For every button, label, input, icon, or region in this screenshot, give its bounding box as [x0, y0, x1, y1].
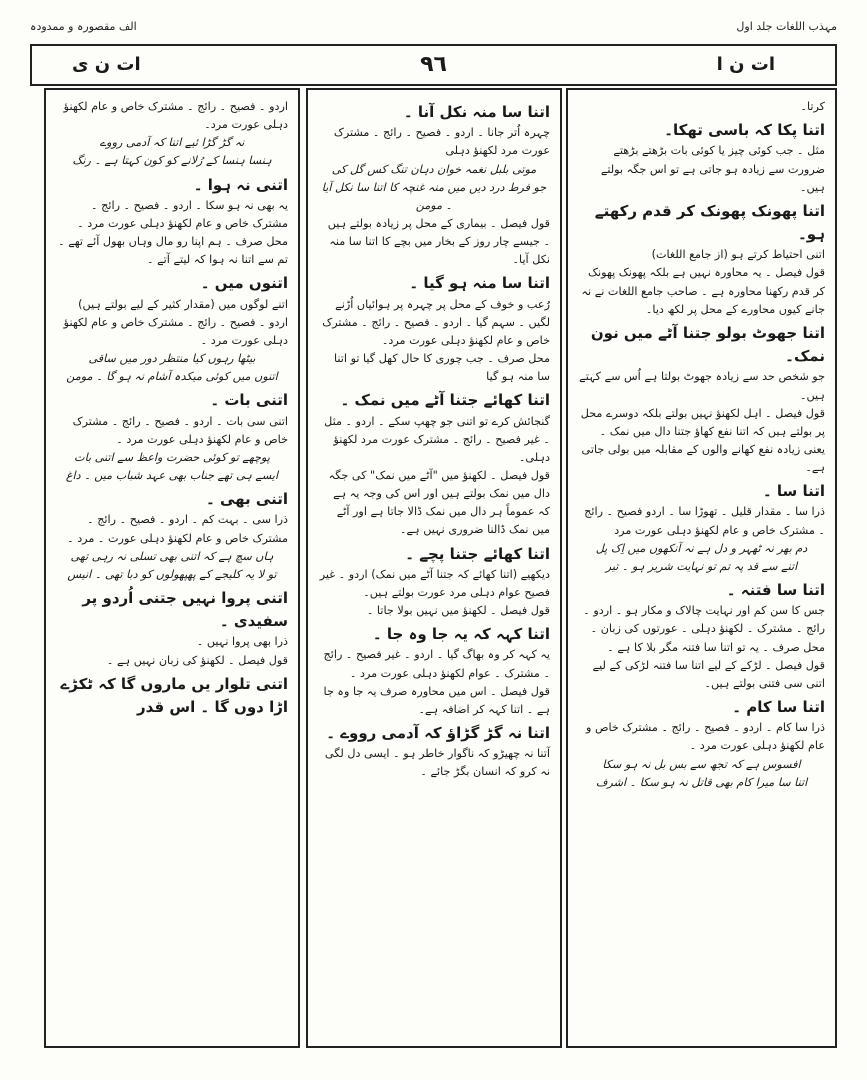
entry-text: گنجائش کرے تو اتنی جو چھپ سکے ۔ اردو ۔ مثل ۔ غیر فصیح ۔ رائج ۔ مشترک عورت مرد لکھنؤ دہلی۔ [324, 414, 550, 464]
entry-headword: اتنا کھائے جتنا آٹے میں نمک ۔ [340, 391, 550, 410]
entry-text: قول فیصل ۔ اس میں محاورہ صرف یہ جا وہ جا ہے ۔ اتنا کہہ کر اضافہ ہے۔ [323, 684, 550, 716]
entry-text: اتنی سی بات ۔ اردو ۔ فصیح ۔ رائج ۔ مشترک خاص و عام لکھنؤ دہلی عورت مرد ۔ [72, 414, 288, 446]
verse-line: دم بھر نہ ٹھہر و دل ہے نہ آنکھوں میں اِک پل [595, 541, 808, 555]
verse-line: تو لا یہ کلیجے کے پھپھولوں کو دبا تھی ۔ انیس [67, 567, 277, 581]
verse-line: پوچھے تو کوئی حضرت واعظ سے اتنی بات [74, 450, 270, 464]
entry-text: قول فیصل ۔ لکھنؤ میں "آٹے میں نمک" کی جگہ دال میں نمک بولتے ہیں اور اس کی وجہ یہ ہے کہ عموماً ہر دال میں نمک ڈالا جاتا ہے اور آٹے میں نمک ڈالنا ضروری نہیں ہے۔ [328, 469, 550, 537]
verse-line: ایسے ہی تھے جناب بھی عہد شباب میں ۔ داغ [65, 469, 279, 482]
entry-headword: اتنا کہہ کہ یہ جا وہ جا ۔ [372, 625, 550, 644]
entry-text: دیکھیے (اتنا کھائے کہ جتنا آٹے میں نمک) اردو ۔ غیر فصیح عوام دہلی مرد عورت بولتے ہیں۔ [319, 567, 550, 599]
entry-text: کرتا۔ [800, 100, 825, 113]
entry-headword: اتنی پروا نہیں جتنی اُردو پر سفیدی ۔ [82, 588, 288, 631]
entry-headword: اتنا سا فتنہ ۔ [726, 581, 825, 600]
entry-headword: اتنی بھی ۔ [205, 490, 288, 509]
entry-text: ذرا سا ۔ مقدار قلیل ۔ تھوڑا سا ۔ اردو فصیح ۔ رائج ۔ مشترک خاص و عام لکھنؤ دہلی عورت مرد [584, 505, 825, 537]
column-left [44, 88, 300, 1048]
entry-headword: اتنا سا منہ نکل آنا ۔ [403, 103, 550, 121]
entry-text: قول فیصل ۔ اہل لکھنؤ نہیں بولتے بلکہ دوسرے محل پر بولتے ہیں کہ اتنا نفع کھاؤ جتنا دال میں نمک ۔ یعنی زیادہ نفع کھانے والوں کے مقابلہ میں بولی جاتی ہے۔ [580, 406, 825, 475]
entry-text: جو شخص حد سے زیادہ جھوٹ بولتا ہے اُس سے کہتے ہیں۔ [579, 370, 825, 402]
entry-text: محل صرف ۔ جب چوری کا حال کھل گیا تو اتنا سا منہ ہو گیا [334, 352, 550, 384]
entry-text: یہ کہہ کر وہ بھاگ گیا ۔ اردو ۔ غیر فصیح ۔ رائج ۔ مشترک ۔ عوام لکھنؤ دہلی عورت مرد ۔ [323, 648, 550, 680]
entry-text: قول فیصل ۔ بیماری کے محل پر زیادہ بولتے ہیں ۔ جیسے چار روز کے بخار میں بچے کا اتنا سا منہ نکل آیا۔ [327, 216, 550, 267]
entry-text: مثل ۔ جب کوئی چیز یا کوئی بات بڑھتے بڑھتے ضرورت سے زیادہ ہو جاتی ہے تو اس جگہ بولتے ہیں۔ [600, 144, 825, 194]
entry-headword: اتنا نہ گڑ گڑاؤ کہ آدمی رووے ۔ [326, 724, 550, 743]
running-head-book-title: مہذب اللغات جلد اول [736, 20, 837, 33]
entry-text: قول فیصل ۔ یہ محاورہ نہیں ہے بلکہ پھونک پھونک کر قدم رکھنا محاورہ ہے ۔ صاحب جامع اللغات نے نہ جانے کیوں محاورے کے محل پر لکھ دیا۔ [581, 266, 825, 316]
entry-headword: اتنا سا منہ ہو گیا ۔ [409, 274, 550, 293]
entry-text: قول فیصل ۔ لکھنؤ کی زبان نہیں ہے ۔ [106, 653, 288, 667]
entry-text: آتنا نہ چھیڑو کہ ناگوار خاطر ہو ۔ ایسی دل لگی نہ کرو کہ انسان بگڑ جائے ۔ [324, 747, 550, 779]
verse-line: اتنے سے قد پہ تم تو نہایت شریر ہو ۔ تیر [605, 559, 798, 573]
entry-headword: اتنی بات ۔ [210, 391, 288, 410]
running-head-section: الف مقصورہ و ممدودہ [30, 20, 137, 33]
header-guide-word-start: ات ن ا [716, 54, 775, 75]
header-guide-word-end: ات ن ی [72, 54, 141, 75]
entry-headword: اتنی تلوار یں ماروں گا کہ ٹکڑے اڑا دوں گا ۔ اس قدر [60, 674, 288, 716]
entry-headword: اتنا پکا کہ باسی تھکا۔ [664, 121, 825, 140]
entry-text: اتنی احتیاط کرتے ہو (از جامع اللغات) [651, 248, 825, 262]
entry-headword: اتنا سا ۔ [762, 482, 825, 501]
entry-text: قول فیصل ۔ لکھنؤ میں نہیں بولا جاتا ۔ [366, 604, 550, 618]
entry-text: جس کا سن کم اور نہایت چالاک و مکار ہو ۔ اردو ۔ رائج ۔ مشترک ۔ لکھنؤ دہلی ۔ عورتوں کی زبان ۔ [583, 604, 825, 636]
verse-line: اتنا سا میرا کام بھی قاتل نہ ہو سکا ۔ اشرف [595, 775, 808, 789]
entry-text: ذرا سی ۔ بہت کم ۔ اردو ۔ فصیح ۔ رائج ۔ مشترک خاص و عام لکھنؤ دہلی عورت ۔ مرد ۔ [67, 513, 288, 545]
entry-text: چہرہ اُتر جانا ۔ اردو ۔ فصیح ۔ رائج ۔ مشترک عورت مرد لکھنؤ دہلی [333, 126, 550, 158]
entry-text: یہ بھی نہ ہو سکا ۔ اردو ۔ فصیح ۔ رائج ۔ مشترک خاص و عام لکھنؤ دہلی عورت مرد ۔ [77, 198, 288, 230]
entry-text: ذرا بھی پروا نہیں ۔ [196, 635, 288, 649]
verse-line: نہ گڑ گڑا ئیے اتنا کہ آدمی رووے [99, 136, 245, 150]
entry-text: اتنے لوگوں میں (مقدار کثیر کے لیے بولتے ہیں) اردو ۔ فصیح ۔ رائج ۔ مشترک خاص و عام لکھنؤ دہلی عورت مرد ۔ [63, 297, 288, 347]
verse-line: افسوس ہے کہ تجھ سے بس بل نہ ہو سکا [602, 757, 801, 771]
verse-line: موتی بلبل نغمہ خوان دہان تنگ کس گل کی [331, 162, 537, 176]
entry-headword: اتنا جھوٹ بولو جتنا آٹے میں نون نمک۔ [590, 323, 825, 366]
entry-text: رُعب و خوف کے محل پر چہرہ پر ہوائیاں اُڑنے لگیں ۔ سہم گیا ۔ اردو ۔ فصیح ۔ رائج ۔ مشترک خاص و عام لکھنؤ دہلی عورت مرد۔ [322, 297, 550, 347]
verse-line: اتنوں میں کوئی میکدہ آشام نہ ہو گا ۔ مومن [66, 370, 278, 384]
entry-headword: اتنی نہ ہوا ۔ [193, 175, 288, 194]
verse-line: ہنسا ہنسا کے رُلانے کو کون کہتا ہے ۔ رنگ [72, 154, 272, 168]
verse-line: ہاں سچ ہے کہ اتنی بھی تسلی نہ رہی تھی [70, 549, 274, 563]
running-head [30, 14, 837, 38]
column-middle [306, 88, 562, 1048]
entry-text: ذرا سا کام ۔ اردو ۔ فصیح ۔ رائج ۔ مشترک خاص و عام لکھنؤ دہلی عورت مرد ۔ [585, 721, 825, 753]
column-right [566, 88, 837, 1048]
entry-headword: اتنوں میں ۔ [200, 274, 288, 293]
entry-text: محل صرف ۔ یہ تو اتنا سا فتنہ مگر بلا کا ہے ۔ [607, 640, 825, 654]
entry-headword: اتنا کھائے جتنا پچے ۔ [405, 544, 550, 563]
verse-line: بیٹھا رہوں کیا منتظر دور میں ساقی [88, 352, 256, 366]
entry-headword: اتنا پھونک پھونک کر قدم رکھتے ہو۔ [594, 201, 825, 244]
verse-line: جو فرط درد دیں میں منہ غنچہ کا اتنا سا نکل آیا ۔ مومن [321, 180, 547, 212]
entry-headword: اتنا سا کام ۔ [732, 697, 825, 716]
entry-text: اردو ۔ فصیح ۔ رائج ۔ مشترک خاص و عام لکھنؤ دہلی عورت مرد۔ [63, 100, 288, 132]
entry-text: قول فیصل ۔ لڑکے کے لیے اتنا سا فتنہ لڑکی کے لیے اتنی سی فتنی بولتے ہیں۔ [592, 658, 825, 690]
page-header-box [30, 44, 837, 86]
entry-text: محل صرف ۔ ہم اپنا رو مال وہاں بھول آئے تھے ۔ تم سے اتنا نہ ہوا کہ لیتے آتے ۔ [58, 235, 288, 267]
page-number: ٩٦ [420, 52, 447, 77]
